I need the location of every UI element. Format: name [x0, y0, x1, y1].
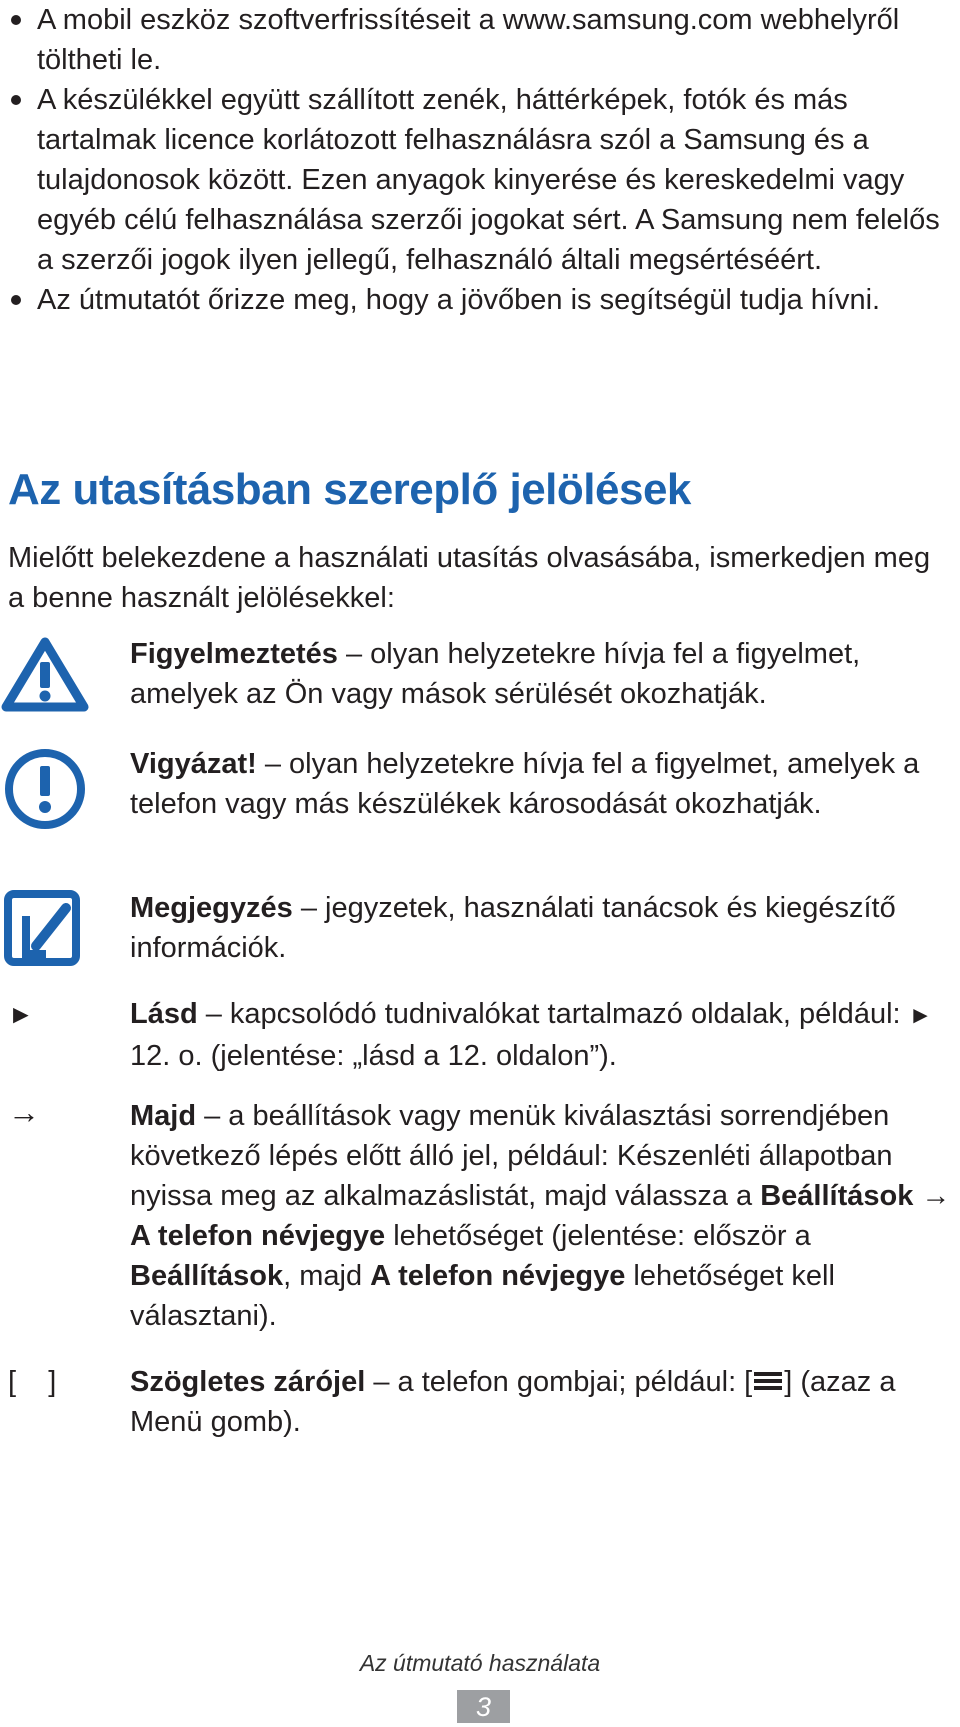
see-arrow-icon: ► — [908, 1002, 933, 1029]
note-pencil-icon — [0, 886, 90, 976]
intro-text: Mielőtt belekezdene a használati utasítás olvasásába, ismerkedjen meg a benne használt jelölésekkel: — [8, 542, 931, 614]
legend-brackets: [ ] Szögletes zárójel – a telefon gombjai; például: [ ] (azaz a Menü gomb). — [0, 1362, 960, 1442]
bullet-icon — [11, 95, 21, 105]
legend-term: Lásd — [130, 998, 198, 1030]
brackets-icon: [ ] — [8, 1366, 57, 1398]
legend-term: Majd — [130, 1100, 197, 1132]
legend-caution: Vigyázat! – olyan helyzetekre hívja fel a figyelmet, amelyek a telefon vagy más készülékek károsodását okozhatják. — [0, 744, 960, 864]
legend-term: Megjegyzés — [130, 892, 293, 924]
warning-triangle-icon — [0, 634, 90, 714]
list-item: Az útmutatót őrizze meg, hogy a jövőben is segítségül tudja hívni. — [8, 280, 948, 320]
caution-circle-icon — [0, 744, 90, 834]
list-item: A mobil eszköz szoftverfrissítéseit a www.samsung.com webhelyről töltheti le. — [8, 0, 948, 80]
legend-then: → Majd – a beállítások vagy menük kiválasztási sorrendjében következő lépés előtt álló jel, például: Készenléti állapotban nyissa meg az alkalmazáslistát, majd válassza a Beállítások → A telefon névjegye lehetőséget (jelentése: először a Beállítások, majd A telefon névjegye lehetőséget kell választani). — [8, 1094, 951, 1332]
bullet-icon — [11, 295, 21, 305]
legend-warning: Figyelmeztetés – olyan helyzetekre hívja fel a figyelmet, amelyek az Ön vagy mások sérülését okozhatják. — [0, 634, 960, 714]
page-number: 3 — [457, 1690, 510, 1723]
section-title: Az utasításban szereplő jelölések — [8, 465, 691, 514]
footer-section-label: Az útmutató használata — [359, 1650, 601, 1676]
legend-term: Vigyázat! — [130, 748, 257, 780]
right-arrow-icon: → — [8, 1094, 40, 1130]
list-item: A készülékkel együtt szállított zenék, háttérképek, fotók és más tartalmak licence korlátozott felhasználásra szól a Samsung és a tulajdonosok között. Ezen anyagok kinyerése és kereskedelmi vagy egyéb célú felhasználása szerzői jogokat sért. A Samsung nem felelős a szerzői jogok ilyen jellegű, felhasználó általi megsértéséért. — [8, 80, 948, 280]
legend-see: ► Lásd – kapcsolódó tudnivalókat tartalmazó oldalak, például: ► 12. o. (jelentése: „lásd a 12. oldalon”). — [0, 994, 960, 1074]
bullet-list — [8, 0, 948, 320]
see-arrow-icon: ► — [8, 999, 34, 1029]
bullet-icon — [11, 15, 21, 25]
legend-term: Figyelmeztetés — [130, 638, 338, 670]
legend-term: Szögletes zárójel — [130, 1366, 366, 1398]
legend-note: Megjegyzés – jegyzetek, használati tanácsok és kiegészítő információk. — [0, 886, 960, 986]
menu-icon — [754, 1370, 782, 1392]
